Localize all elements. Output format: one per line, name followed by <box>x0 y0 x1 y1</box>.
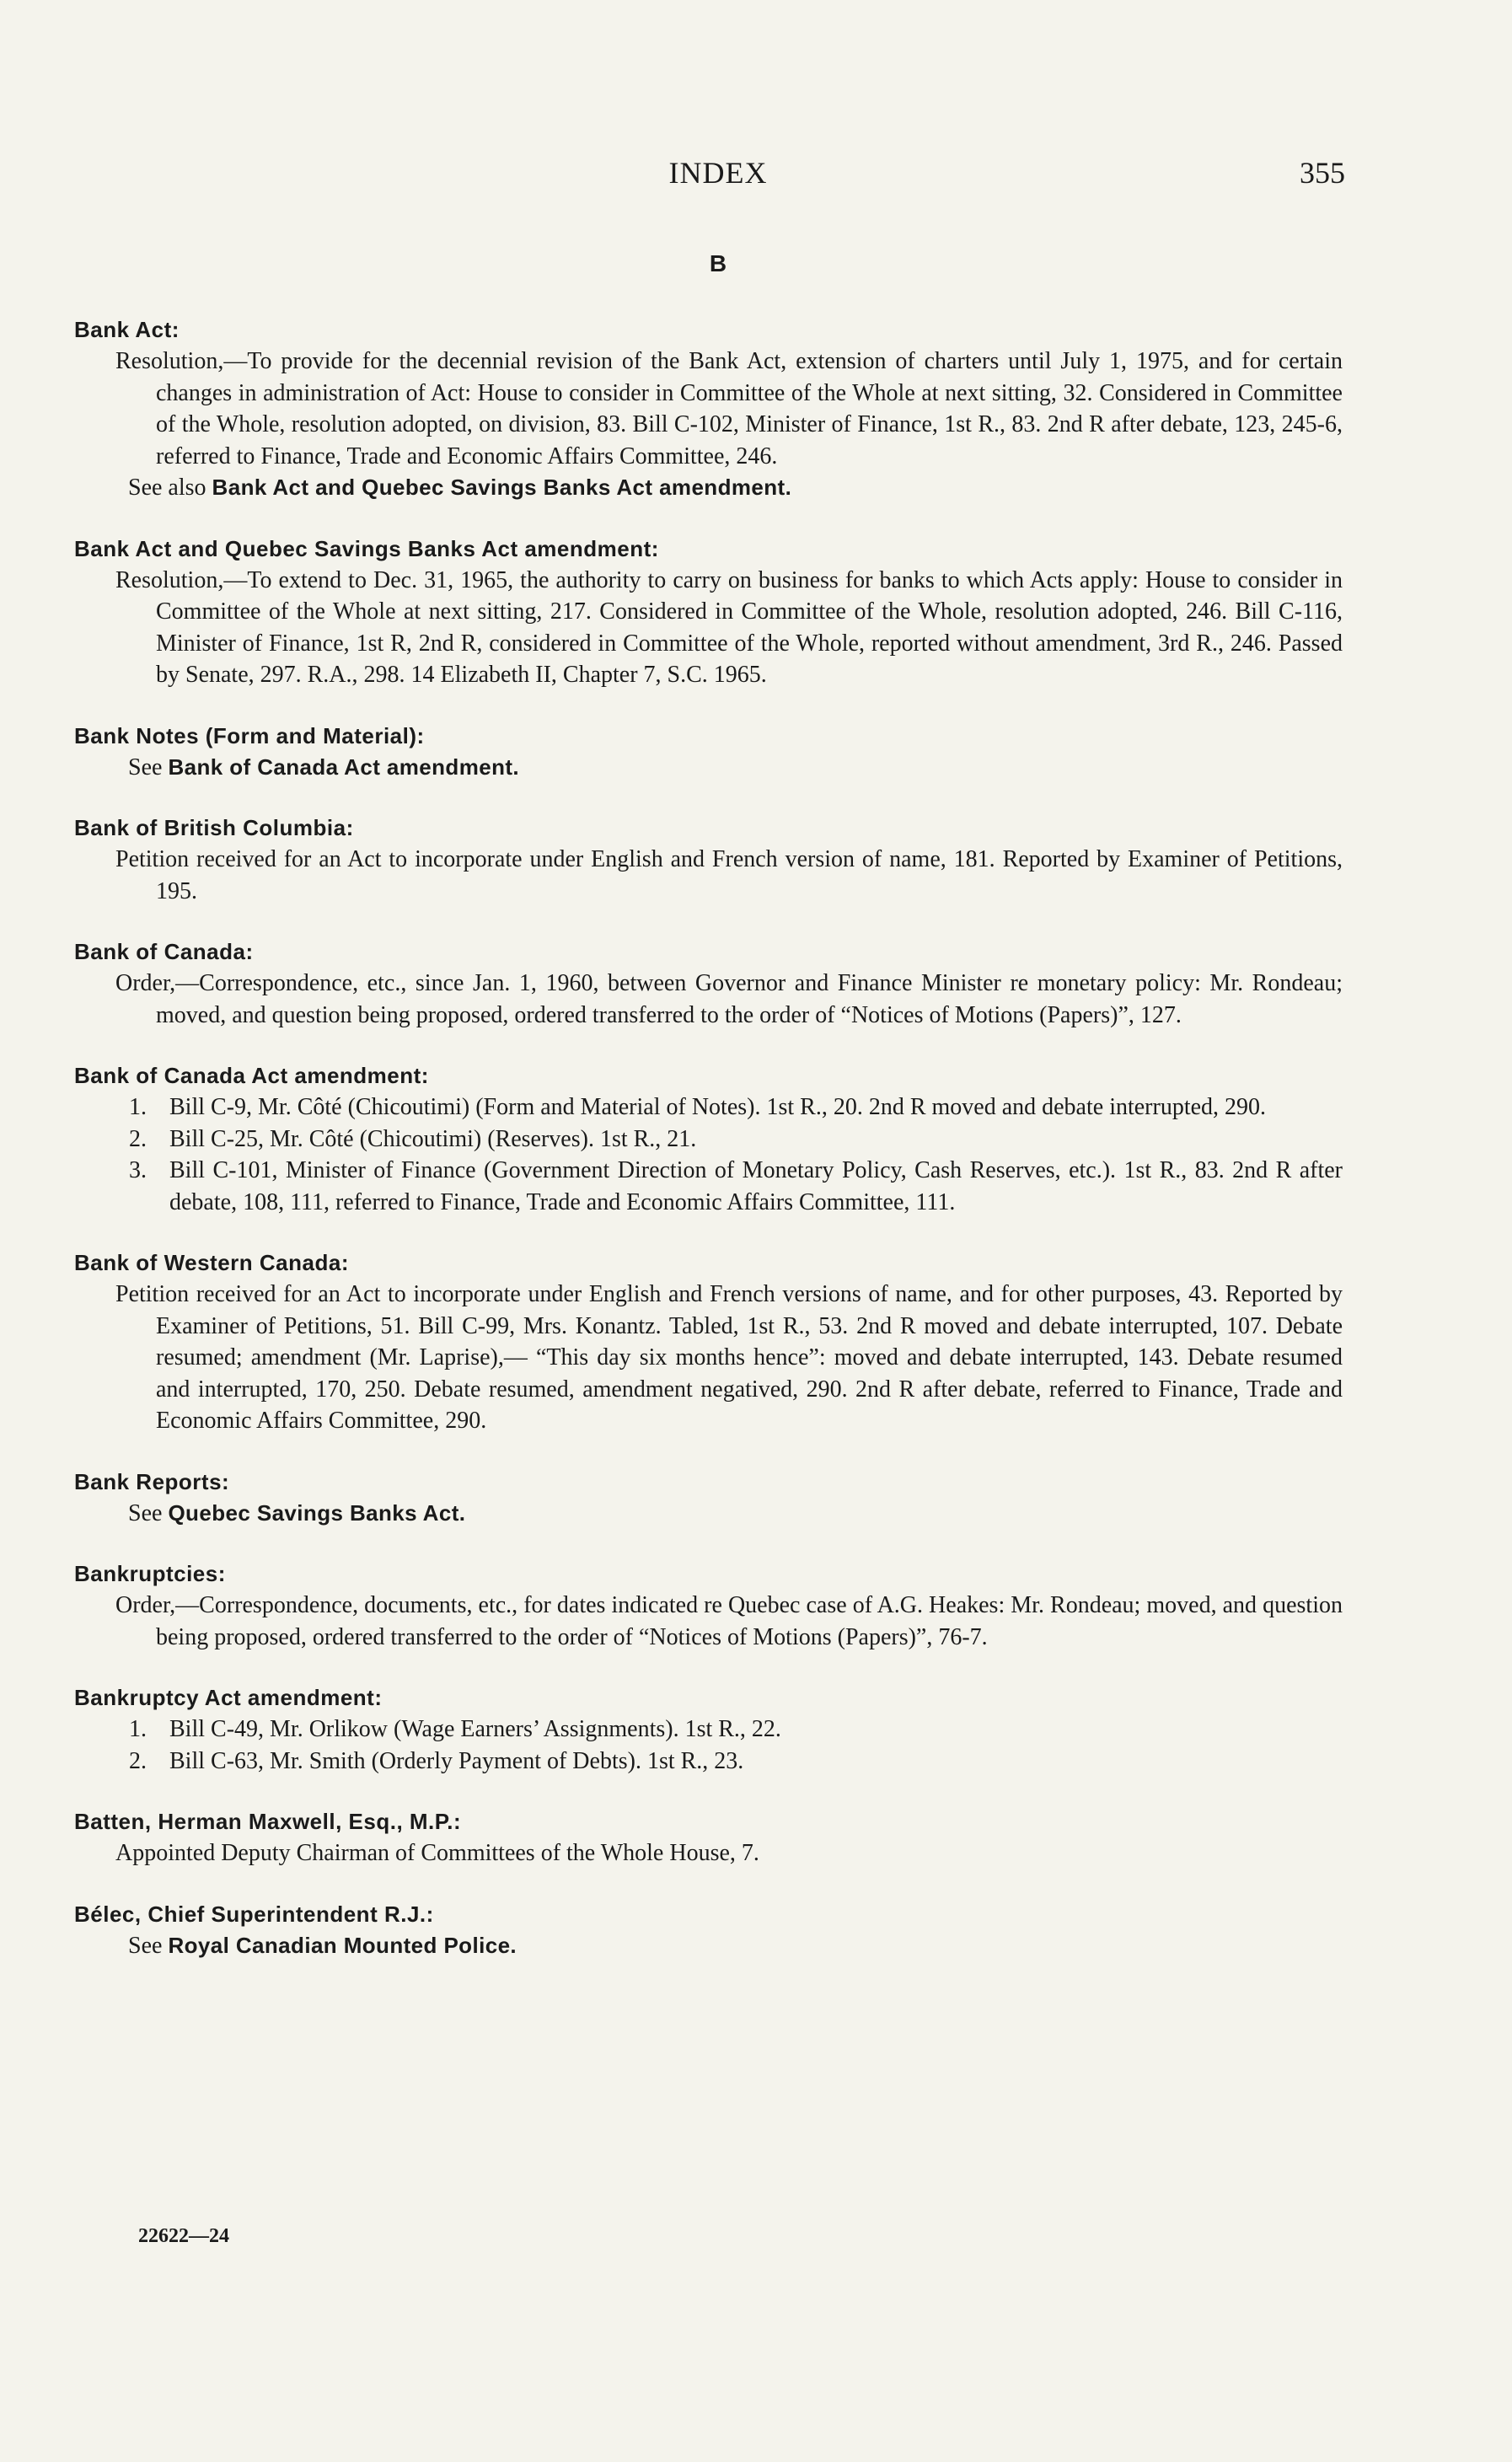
cross-reference <box>74 1930 1343 1962</box>
entry-text: Petition received for an Act to incorporate under English and French version of name, 181. Reported by Examiner of Petitions, 195. <box>115 846 1343 904</box>
index-entry <box>74 1558 1343 1653</box>
cross-reference <box>74 472 1343 504</box>
list-item <box>74 1124 1343 1156</box>
item-number: 1. <box>129 1716 147 1742</box>
index-entry <box>74 812 1343 907</box>
list-item <box>74 1714 1343 1746</box>
index-entry <box>74 720 1343 784</box>
cross-reference <box>74 1498 1343 1530</box>
item-number: 2. <box>129 1125 147 1152</box>
index-entry <box>74 533 1343 691</box>
printer-code: 22622—24 <box>138 2225 229 2247</box>
running-header <box>0 155 1512 197</box>
item-text: Bill C-9, Mr. Côté (Chicoutimi) (Form and Material of Notes). 1st R., 20. 2nd R moved and debate interrupted, 290. <box>169 1094 1267 1120</box>
item-text: Bill C-49, Mr. Orlikow (Wage Earners’ Assignments). 1st R., 22. <box>169 1716 781 1742</box>
index-entry <box>74 1898 1343 1962</box>
entry-heading: Bank of Western Canada: <box>74 1250 349 1275</box>
section-letter: B <box>709 250 727 276</box>
entry-heading: Bank Act: <box>74 317 180 342</box>
entry-heading: Bank of British Columbia: <box>74 815 354 840</box>
item-number: 3. <box>129 1157 147 1183</box>
see-reference: Quebec Savings Banks Act. <box>168 1499 466 1526</box>
entry-text: Petition received for an Act to incorporate under English and French versions of name, and for other purposes, 43. Reported by Examiner of Petitions, 51. Bill C-99, Mrs. Konantz. Tabled, 1st R., 53. 2nd R moved and debate interrupted, 107. Debate resumed; amendment (Mr. Laprise),— “This day six months hence”: moved and debate interrupted, 143. Debate resumed and interrupted, 170, 250. Debate resumed, amendment negatived, 290. 2nd R after debate, referred to Finance, Trade and Economic Affairs Committee, 290. <box>115 1281 1343 1434</box>
page-title: INDEX <box>668 156 768 190</box>
see-prefix: See <box>128 754 163 780</box>
cross-reference <box>74 752 1343 784</box>
item-text: Bill C-63, Mr. Smith (Orderly Payment of Debts). 1st R., 23. <box>169 1747 744 1774</box>
entry-text: Appointed Deputy Chairman of Committees of the Whole House, 7. <box>115 1840 759 1866</box>
entry-heading: Bank of Canada: <box>74 939 254 964</box>
index-entry <box>74 1247 1343 1437</box>
index-entry <box>74 1682 1343 1777</box>
entry-heading: Bank Notes (Form and Material): <box>74 722 425 748</box>
numbered-list <box>74 1092 1343 1218</box>
entry-heading: Bélec, Chief Superintendent R.J.: <box>74 1901 434 1927</box>
entry-text: Order,—Correspondence, etc., since Jan. 1, 1960, between Governor and Finance Minister re monetary policy: Mr. Rondeau; moved, and question being proposed, ordered transferred to the order of “Notices of Motions (Papers)”, 127. <box>115 970 1343 1028</box>
entry-text: Resolution,—To extend to Dec. 31, 1965, the authority to carry on business for banks to which Acts apply: House to consider in Committee of the Whole at next sitting, 217. Considered in Committee of the Whole, resolution adopted, 246. Bill C-116, Minister of Finance, 1st R, 2nd R, considered in Committee of the Whole, reported without amendment, 3rd R., 246. Passed by Senate, 297. R.A., 298. 14 Elizabeth II, Chapter 7, S.C. 1965. <box>115 566 1343 688</box>
item-text: Bill C-101, Minister of Finance (Government Direction of Monetary Policy, Cash Reserves, etc.). 1st R., 83. 2nd R after debate, 108, 111, referred to Finance, Trade and Economic Affairs Committee, 111. <box>169 1157 1343 1215</box>
index-entries <box>74 314 1343 1990</box>
entry-heading: Bank of Canada Act amendment: <box>74 1063 429 1088</box>
item-number: 1. <box>129 1094 147 1120</box>
entry-heading: Bank Reports: <box>74 1468 230 1494</box>
see-prefix: See also <box>128 475 206 501</box>
entry-heading: Bankruptcy Act amendment: <box>74 1685 383 1710</box>
index-entry <box>74 936 1343 1031</box>
numbered-list <box>74 1714 1343 1777</box>
entry-heading: Batten, Herman Maxwell, Esq., M.P.: <box>74 1809 462 1834</box>
see-prefix: See <box>128 1932 163 1959</box>
index-entry <box>74 1059 1343 1218</box>
index-entry <box>74 1805 1343 1869</box>
page-number: 355 <box>1300 156 1345 190</box>
list-item <box>74 1746 1343 1778</box>
entry-heading: Bank Act and Quebec Savings Banks Act amendment: <box>74 535 659 561</box>
item-number: 2. <box>129 1747 147 1774</box>
index-entry <box>74 314 1343 504</box>
see-prefix: See <box>128 1499 163 1526</box>
list-item <box>74 1155 1343 1218</box>
item-text: Bill C-25, Mr. Côté (Chicoutimi) (Reserves). 1st R., 21. <box>169 1125 697 1152</box>
see-reference: Royal Canadian Mounted Police. <box>168 1932 517 1958</box>
see-reference: Bank Act and Quebec Savings Banks Act amendment. <box>212 475 792 500</box>
list-item <box>74 1092 1343 1124</box>
entry-heading: Bankruptcies: <box>74 1561 226 1586</box>
index-entry <box>74 1466 1343 1530</box>
entry-text: Resolution,—To provide for the decennial revision of the Bank Act, extension of charters until July 1, 1975, and for certain changes in administration of Act: House to consider in Committee of the Whole at next sitting, 32. Considered in Committee of the Whole, resolution adopted, on division, 83. Bill C-102, Minister of Finance, 1st R., 83. 2nd R after debate, 123, 245-6, referred to Finance, Trade and Economic Affairs Committee, 246. <box>115 348 1343 469</box>
entry-text: Order,—Correspondence, documents, etc., for dates indicated re Quebec case of A.G. Heakes: Mr. Rondeau; moved, and question being proposed, ordered transferred to the order of “Notices of Motions (Papers)”, 76-7. <box>115 1592 1343 1650</box>
see-reference: Bank of Canada Act amendment. <box>168 754 520 780</box>
